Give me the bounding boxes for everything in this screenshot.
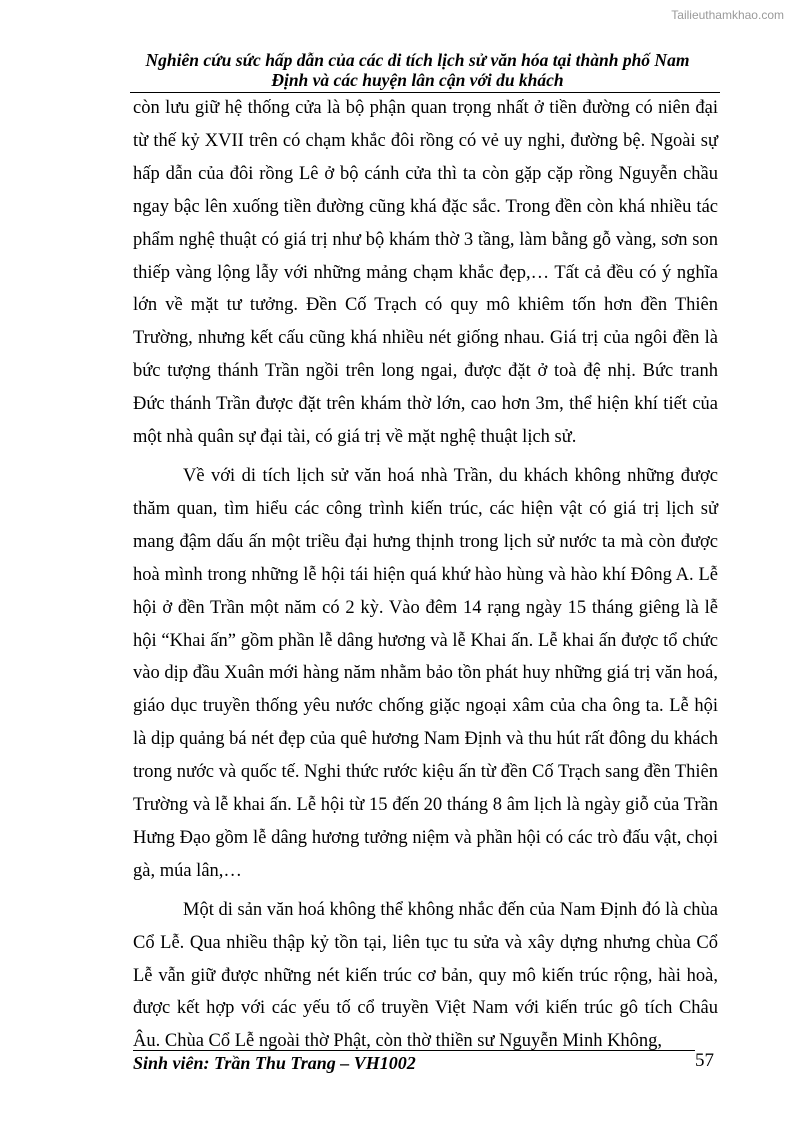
paragraph-1: còn lưu giữ hệ thống cửa là bộ phận quan trọng nhất ở tiền đường có niên đại từ thế kỷ XVII trên có chạm khắc đôi rồng có vẻ uy nghi, đường bệ. Ngoài sự hấp dẫn của đôi rồng Lê ở bộ cánh cửa thì ta còn gặp cặp rồng Nguyễn chầu ngay bậc lên xuống tiền đường cũng khá đặc sắc. Trong đền còn khá nhiều tác phẩm nghệ thuật có giá trị như bộ khám thờ 3 tầng, làm bằng gỗ vàng, sơn son thiếp vàng lộng lẫy với những mảng chạm khắc đẹp,… Tất cả đều có ý nghĩa lớn về mặt tư tưởng. Đền Cố Trạch có quy mô khiêm tốn hơn đền Thiên Trường, nhưng kết cấu cũng khá nhiều nét giống nhau. Giá trị của ngôi đền là bức tượng thánh Trần ngồi trên long ngai, được đặt ở toà đệ nhị. Bức tranh Đức thánh Trần được đặt trên khám thờ lớn, cao hơn 3m, thể hiện khí tiết của một nhà quân sự đại tài, có giá trị về mặt nghệ thuật lịch sử. <box>133 98 718 448</box>
paragraph-3: Một di sản văn hoá không thể không nhắc đến của Nam Định đó là chùa Cổ Lễ. Qua nhiều thập kỷ tồn tại, liên tục tu sửa và xây dựng nhưng chùa Cổ Lễ vẫn giữ được những nét kiến trúc cơ bản, quy mô kiến trúc rộng, hài hoà, được kết hợp với các yếu tố cổ truyền Việt Nam với kiến trúc gô tích Châu Âu. Chùa Cổ Lễ ngoài thờ Phật, còn thờ thiền sư Nguyễn Minh Không, <box>133 899 718 1052</box>
watermark: Tailieuthamkhao.com <box>671 8 784 22</box>
paragraph-2: Về với di tích lịch sử văn hoá nhà Trần, du khách không những được thăm quan, tìm hiểu các công trình kiến trúc, các hiện vật có giá trị lịch sử mang đậm dấu ấn một triều đại hưng thịnh trong lịch sử nước ta mà còn được hoà mình trong những lễ hội tái hiện quá khứ hào hùng và hào khí Đông A. Lễ hội ở đền Trần một năm có 2 kỳ. Vào đêm 14 rạng ngày 15 tháng giêng là lễ hội “Khai ấn” gồm phần lễ dâng hương và lễ Khai ấn. Lễ khai ấn được tổ chức vào dịp đầu Xuân mới hàng năm nhằm bảo tồn phát huy những giá trị văn hoá, giáo dục truyền thống yêu nước chống giặc ngoại xâm của cha ông ta. Lễ hội là dịp quảng bá nét đẹp của quê hương Nam Định và thu hút rất đông du khách trong nước và quốc tế. Nghi thức rước kiệu ấn từ đền Cố Trạch sang đền Thiên Trường và lễ khai ấn. Lễ hội từ 15 đến 20 tháng 8 âm lịch là ngày giỗ của Trần Hưng Đạo gồm lễ dâng hương tưởng niệm và phần hội có các trò đấu vật, chọi gà, múa lân,… <box>133 465 718 881</box>
footer-author: Sinh viên: Trần Thu Trang – VH1002 <box>133 1053 416 1073</box>
page-number: 57 <box>695 1050 714 1071</box>
document-body <box>133 92 718 1058</box>
page-header-title: Nghiên cứu sức hấp dẫn của các di tích lịch sử văn hóa tại thành phố Nam Định và các huyện lân cận với du khách <box>145 50 690 90</box>
footer-divider <box>133 1050 695 1051</box>
